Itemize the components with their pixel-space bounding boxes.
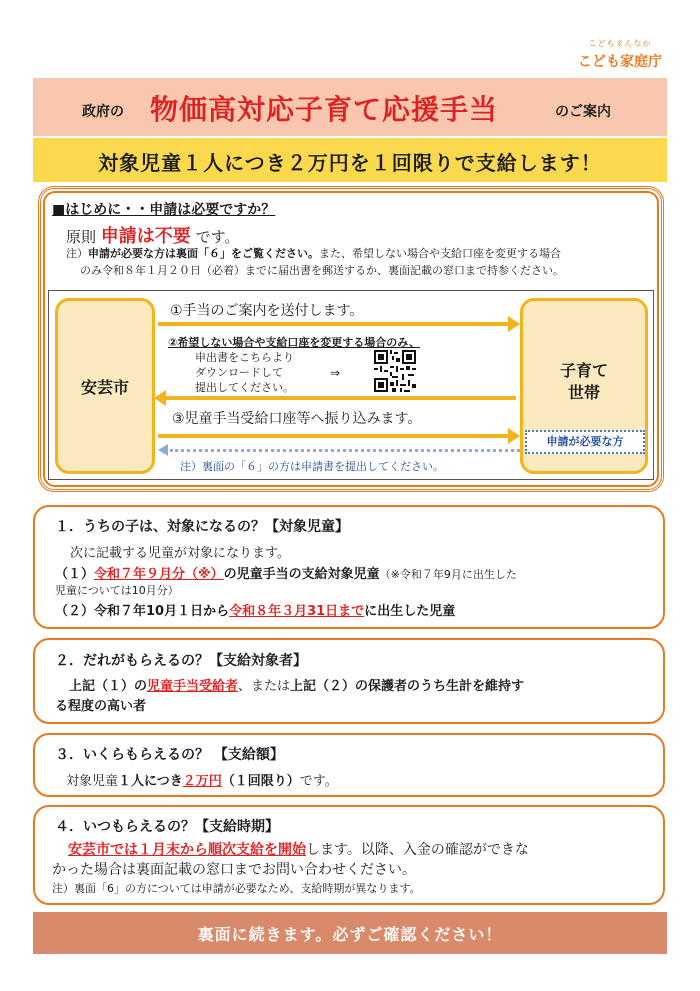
step2-line3: 提出してください。	[195, 381, 294, 394]
household-label-line2: 世帯	[567, 383, 600, 402]
item2-text-a: （２）令和７年10月１日から	[55, 604, 230, 619]
section2-title: ２．だれがもらえるの？【支給対象者】	[55, 653, 307, 669]
step2-line2: ダウンロードして	[195, 366, 283, 379]
section1-item1-cont: 児童については10月分）	[55, 584, 179, 597]
intro-note-line1: また、希望しない場合や支給口座を変更する場合	[319, 247, 561, 260]
intro-note-bold: 申請が必要な方は裏面「６」をご覧ください。	[88, 247, 319, 260]
section4-title: ４．いつもらえるの？【支給時期】	[55, 819, 279, 835]
kodomo-katei-cho-logo	[560, 38, 680, 71]
s4-text-b: かった場合は裏面記載の窓口までお問い合わせください。	[52, 862, 416, 878]
section1-title: １．うちの子は、対象になるの？【対象児童】	[55, 519, 349, 535]
header-suffix: のご案内	[555, 104, 611, 120]
intro-rule-pre: 原則	[66, 228, 97, 246]
intro-note-line2: のみ令和８年１月２０日（必着）までに届出書を郵送するか、裏面記載の窓口まで持参ください。	[80, 264, 564, 277]
s2-text-c: 上記（２）の保護者のうち生計を維持す	[290, 679, 525, 694]
application-needed-label: 申請が必要な方	[525, 430, 645, 454]
section1-item2	[55, 600, 455, 619]
section1-intro: 次に記載する児童が対象になります。	[70, 546, 290, 561]
section3-title: ３．いくらもらえるの？ 【支給額】	[55, 747, 284, 763]
item1-text: の児童手当の支給対象児童	[223, 567, 380, 582]
logo-name: こども家庭庁	[578, 54, 662, 70]
banner-text: 対象児童１人につき２万円を１回限りで支給します！	[98, 151, 602, 175]
flow-step2: ②希望しない場合や支給口座を変更する場合のみ、	[168, 336, 420, 349]
s3-amount: ２万円	[182, 774, 222, 789]
city-box	[55, 298, 155, 474]
s2-emphasis: 児童手当受給者	[147, 679, 239, 694]
item2-text-b: に出生した児童	[364, 604, 456, 619]
arrow-left-2-icon	[154, 390, 166, 406]
section4-body	[52, 840, 652, 880]
qr-code-icon[interactable]	[374, 350, 416, 392]
flow-step1: ①手当のご案内を送付します。	[170, 303, 364, 319]
item1-footnote: （※令和７年9月に出生した	[379, 568, 517, 581]
flow-note: 注）裏面の「６」の方は申請書を提出してください。	[180, 460, 444, 473]
s4-emphasis: 安芸市では１月末から順次支給を開始	[68, 842, 306, 858]
section1-item1	[55, 563, 517, 582]
item1-emphasis: 令和７年９月分（※）	[94, 567, 224, 582]
section2-body	[55, 677, 655, 717]
intro-heading: ■はじめに・・申請は必要ですか？	[52, 202, 276, 218]
footer-text: 裏面に続きます。必ずご確認ください！	[197, 925, 503, 944]
s4-text-a: します。以降、入金の確認ができな	[306, 842, 529, 858]
logo-tagline: こどもまんなか	[588, 39, 652, 48]
header-prefix: 政府の	[82, 104, 124, 120]
section4-note: 注）裏面「6」の方については申請が必要なため、支給時期が異なります。	[52, 882, 421, 895]
intro-rule-post: です。	[195, 228, 240, 246]
intro-rule-emphasis: 申請は不要	[100, 226, 191, 247]
page-title: 物価高対応子育て応援手当	[150, 93, 499, 126]
s3-text-c: （１回限り）	[221, 774, 300, 789]
item1-number: （１）	[55, 567, 95, 582]
s2-text-d: る程度の高い者	[55, 699, 147, 714]
dotted-arrow-left	[170, 449, 520, 452]
item2-emphasis: 令和８年３月31日まで	[229, 604, 365, 619]
arrow-right-3	[158, 434, 516, 438]
s3-text-d: です。	[299, 774, 338, 789]
arrow-left-2	[162, 396, 516, 400]
household-label-line1: 子育て	[559, 361, 608, 380]
s2-text-b: 、または	[238, 679, 291, 694]
intro-note	[66, 245, 646, 279]
city-label: 安芸市	[80, 377, 129, 397]
s2-text-a: 上記（１）の	[69, 679, 148, 694]
arrow-right-3-icon	[508, 428, 520, 444]
section3-body	[66, 770, 338, 789]
step2-line1: 申出書をこちらより	[195, 351, 294, 364]
household-label	[520, 360, 648, 404]
flow-step2-detail	[195, 350, 294, 395]
s3-text-b: １人につき	[118, 774, 183, 789]
arrow-symbol: ⇒	[330, 366, 341, 380]
arrow-right-1	[158, 322, 516, 326]
flow-step3: ③児童手当受給口座等へ振り込みます。	[172, 411, 422, 427]
intro-note-prefix: 注）	[66, 247, 88, 260]
s3-text-a: 対象児童	[66, 774, 119, 789]
arrow-right-1-icon	[508, 316, 520, 332]
dotted-arrow-left-icon	[158, 444, 168, 456]
